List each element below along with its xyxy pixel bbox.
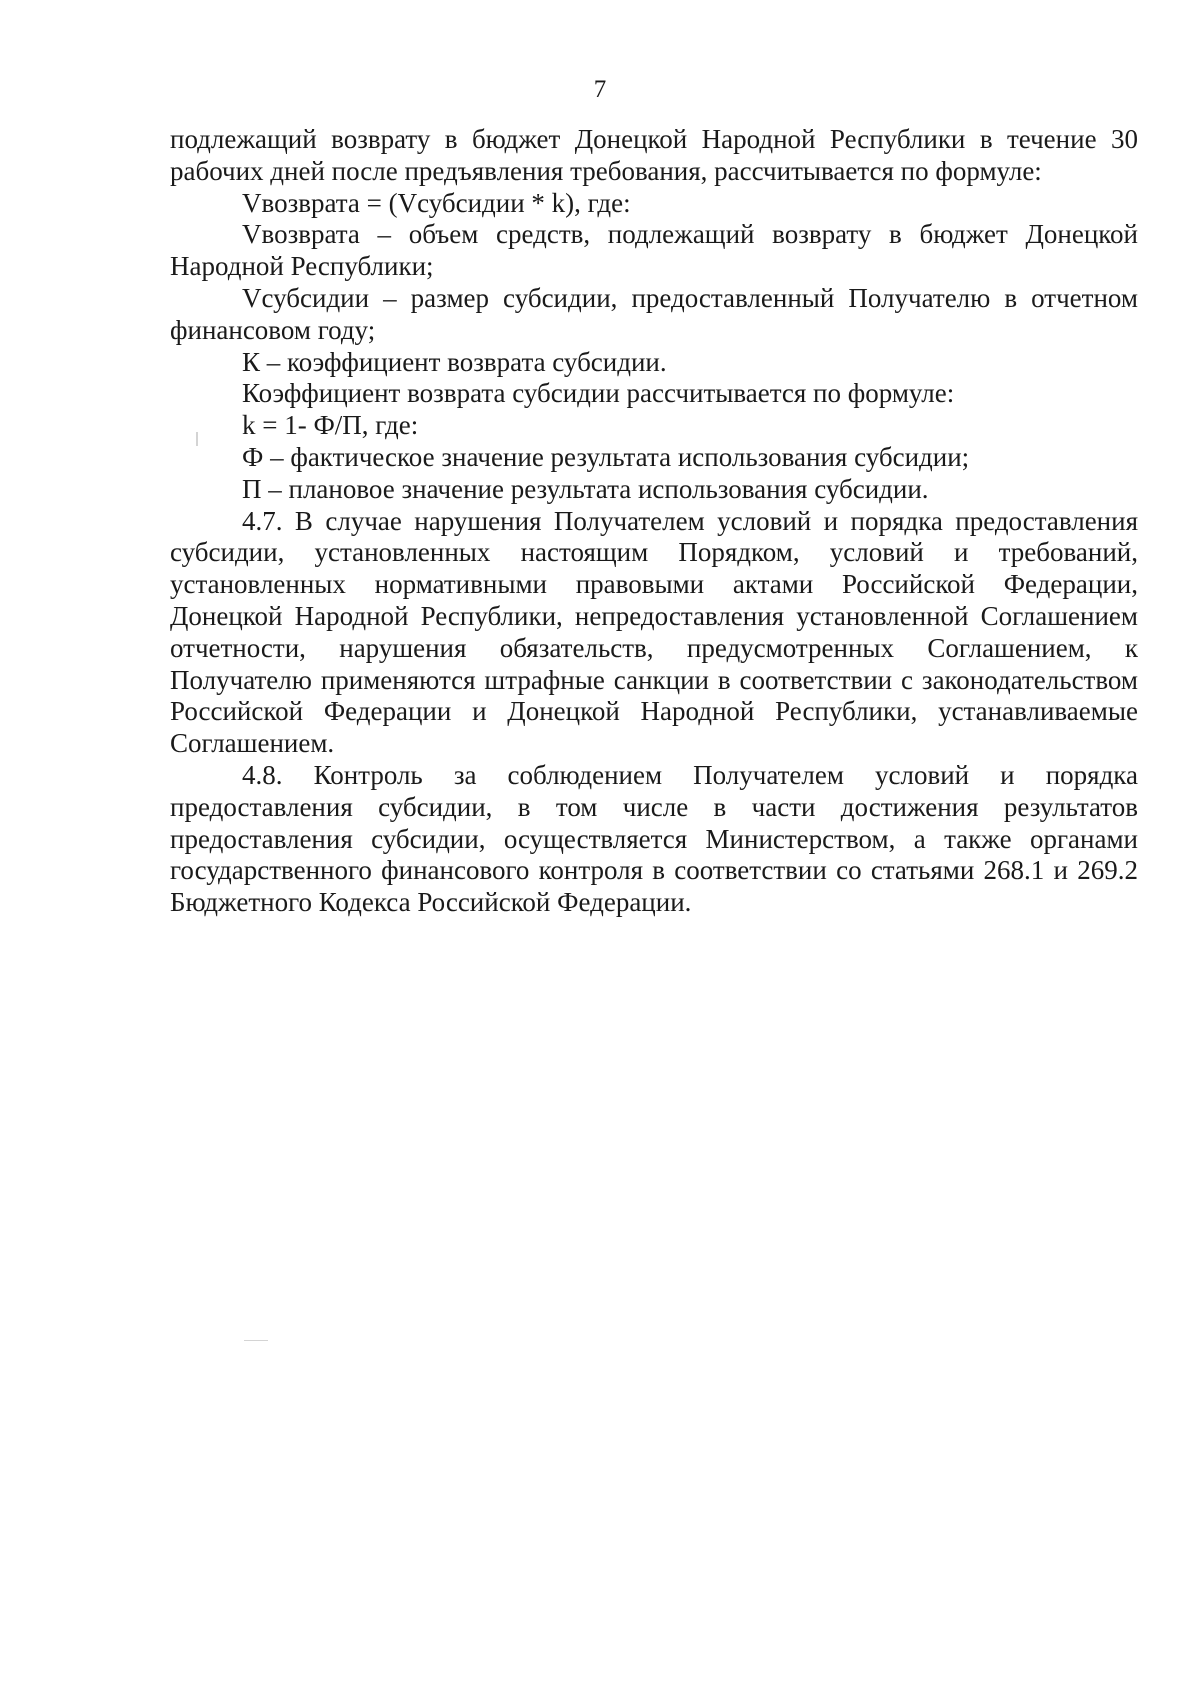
definition-v-subsidy: Vсубсидии – размер субсидии, предоставленный Получателю в отчетном финансовом году;	[170, 282, 1138, 345]
definition-k: К – коэффициент возврата субсидии.	[242, 346, 667, 377]
definition-v-return: Vвозврата – объем средств, подлежащий возврату в бюджет Донецкой Народной Республики;	[170, 219, 1138, 282]
formula-return-volume: Vвозврата = (Vсубсидии * k), где:	[242, 187, 631, 218]
scan-artifact-line	[244, 1340, 268, 1341]
clause-4-7: 4.7. В случае нарушения Получателем условий и порядка предоставления субсидии, установленных настоящим Порядком, условий и требований, установленных нормативными правовыми актами Российской Федерации, Донецкой Народной Республики, непредоставления установленной Соглашением отчетности, нарушения обязательств, предусмотренных Соглашением, к Получателю применяются штрафные санкции в соответствии с законодательством Российской Федерации и Донецкой Народной Республики, устанавливаемые Соглашением.	[170, 505, 1138, 759]
document-body	[170, 124, 1138, 919]
definition-p: П – плановое значение результата использования субсидии.	[242, 473, 929, 504]
definition-f: Ф – фактическое значение результата использования субсидии;	[242, 441, 970, 472]
page-number: 7	[593, 76, 607, 103]
scan-artifact-line	[196, 432, 198, 446]
paragraph-continuation: подлежащий возврату в бюджет Донецкой Народной Республики в течение 30 рабочих дней после предъявления требования, рассчитывается по формуле:	[170, 124, 1138, 186]
clause-4-8: 4.8. Контроль за соблюдением Получателем условий и порядка предоставления субсидии, в том числе в части достижения результатов предоставления субсидии, осуществляется Министерством, а также органами государственного финансового контроля в соответствии со статьями 268.1 и 269.2 Бюджетного Кодекса Российской Федерации.	[170, 759, 1138, 918]
coefficient-intro: Коэффициент возврата субсидии рассчитывается по формуле:	[242, 378, 955, 409]
formula-coefficient: k = 1- Ф/П, где:	[242, 410, 419, 441]
